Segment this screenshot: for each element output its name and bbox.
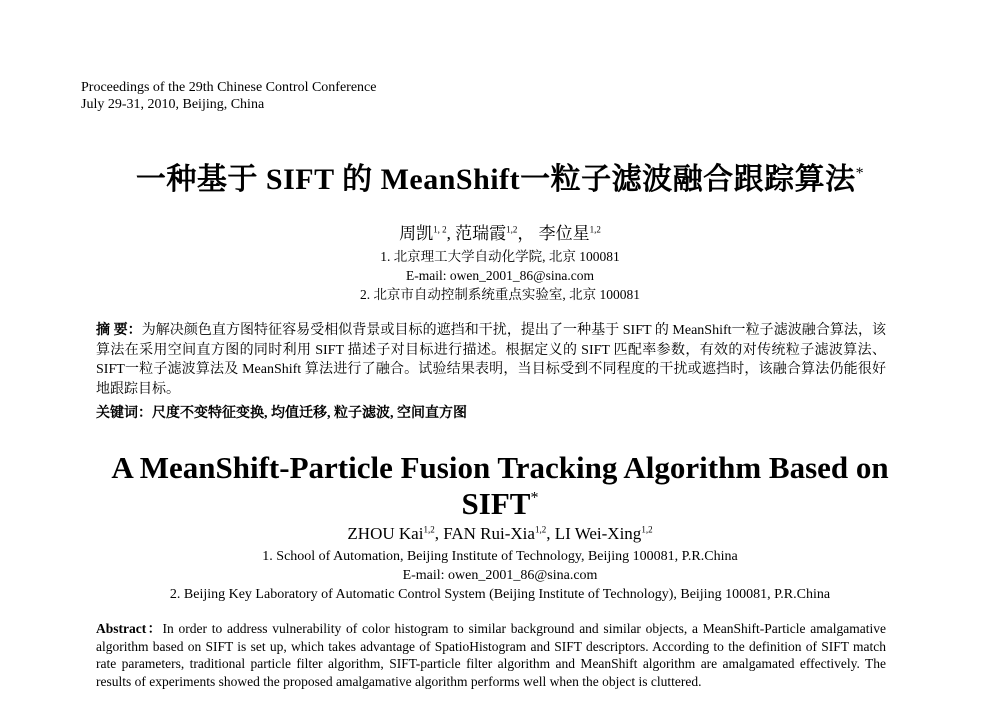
- chinese-abstract: [96, 321, 886, 399]
- chinese-author-name: 范瑞霞: [455, 224, 507, 243]
- chinese-author-affil-mark: 1,2: [589, 224, 601, 235]
- chinese-email: E-mail: owen_2001_86@sina.com: [406, 268, 594, 283]
- chinese-keywords-label: 关键词：: [96, 406, 152, 421]
- chinese-author-name: 周凯: [399, 224, 434, 243]
- english-title-line-1: A MeanShift-Particle Fusion Tracking Algorithm Based on: [111, 450, 889, 485]
- conference-date-location: July 29-31, 2010, Beijing, China: [81, 97, 265, 112]
- english-abstract-label: Abstract：: [96, 621, 163, 636]
- chinese-affiliation-2: 2. 北京市自动控制系统重点实验室, 北京 100081: [359, 287, 641, 302]
- chinese-title: [0, 160, 1000, 200]
- proceedings-name: Proceedings of the 29th Chinese Control Conference: [81, 80, 377, 95]
- chinese-title-text: 一种基于 SIFT 的 MeanShift一粒子滤波融合跟踪算法: [135, 163, 856, 196]
- author-separator: ,: [546, 524, 555, 543]
- english-author-affil-mark: 1,2: [423, 524, 435, 535]
- english-affiliation-1: 1. School of Automation, Beijing Institute of Technology, Beijing 100081, P.R.China: [262, 549, 738, 564]
- english-affiliation-2: 2. Beijing Key Laboratory of Automatic Control System (Beijing Institute of Technology), Beijing 100081, P.R.China: [169, 587, 831, 602]
- english-author-name: ZHOU Kai: [347, 524, 424, 543]
- author-separator: ，: [517, 224, 535, 243]
- chinese-title-footnote-mark: *: [855, 165, 865, 182]
- english-abstract: [96, 620, 886, 690]
- chinese-author-affil-mark: 1,2: [506, 224, 518, 235]
- english-title: [100, 450, 900, 522]
- author-separator: ,: [446, 224, 451, 243]
- proceedings-header: [81, 79, 376, 113]
- english-author-name: LI Wei-Xing: [554, 524, 642, 543]
- english-email: E-mail: owen_2001_86@sina.com: [402, 568, 598, 583]
- chinese-abstract-text: 为解决颜色直方图特征容易受相似背景或目标的遮挡和干扰，提出了一种基于 SIFT 的 MeanShift一粒子滤波融合算法，该算法在采用空间直方图的同时利用 SIFT 描述子对目标进行描述。根据定义的 SIFT 匹配率参数，有效的对传统粒子滤波算法、SIFT一粒子滤波算法及 MeanShift 算法进行了融合。试验结果表明，当目标受到不同程度的干扰或遮挡时，该融合算法仍能很好地跟踪目标。: [96, 323, 887, 397]
- english-title-footnote-mark: *: [530, 489, 539, 507]
- english-author-affil-mark: 1,2: [534, 524, 547, 535]
- english-author-name: FAN Rui-Xia: [443, 524, 535, 543]
- chinese-author-name: 李位星: [538, 224, 590, 243]
- chinese-author-affil-mark: 1, 2: [433, 224, 447, 235]
- chinese-affiliation-1: 1. 北京理工大学自动化学院, 北京 100081: [380, 249, 620, 264]
- author-separator: ,: [434, 524, 444, 543]
- english-title-line-2: SIFT: [461, 486, 531, 521]
- english-abstract-text: In order to address vulnerability of color histogram to similar background and similar objects, a MeanShift-Particle amalgamative algorithm based on SIFT is set up, which takes advantage of SpatioHistogram and SIFT descriptors. According to the definition of SIFT match rate parameters, traditional particle filter algorithm, SIFT-particle filter algorithm and MeanShift algorithm are amalgamated effectively. The results of experiments showed the proposed amalgamative algorithm performs well when the object is cluttered.: [96, 621, 886, 689]
- english-authors: [0, 523, 1000, 545]
- chinese-keywords: [96, 404, 467, 423]
- chinese-abstract-label: 摘 要：: [96, 323, 142, 338]
- english-author-affil-mark: 1,2: [641, 524, 653, 535]
- chinese-keywords-text: 尺度不变特征变换, 均值迁移, 粒子滤波, 空间直方图: [152, 406, 467, 421]
- chinese-authors: [0, 222, 1000, 246]
